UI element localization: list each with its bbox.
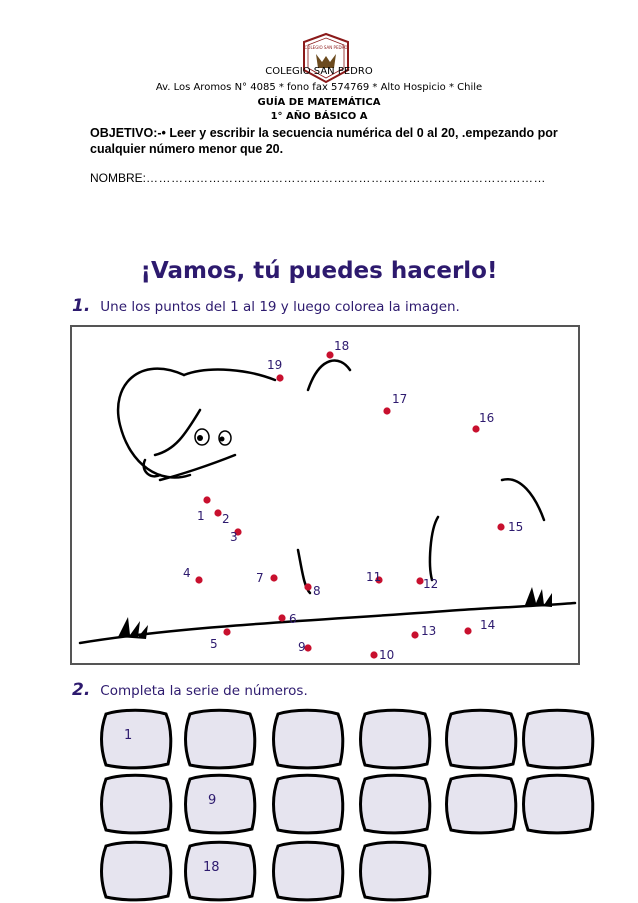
dot-14[interactable] (464, 627, 471, 634)
box-shape (98, 773, 174, 835)
series-box-14[interactable] (182, 840, 258, 902)
guide-title: GUÍA DE MATEMÁTICA (257, 97, 381, 108)
dot-label-16: 16 (479, 411, 495, 425)
school-name: COLEGIO SAN PEDRO (265, 66, 373, 77)
dot-label-11: 11 (366, 570, 382, 584)
dot-label-13: 13 (421, 624, 437, 638)
dot-label-14: 14 (480, 618, 496, 632)
series-box-3[interactable] (270, 708, 346, 770)
dot-10[interactable] (370, 651, 377, 658)
name-field[interactable] (90, 171, 546, 185)
dot-label-6: 6 (289, 612, 297, 626)
dot-label-15: 15 (508, 520, 524, 534)
dot-label-19: 19 (267, 358, 283, 372)
series-box-10[interactable] (357, 773, 433, 835)
task-2-text: Completa la serie de números. (100, 683, 308, 699)
box-shape (98, 708, 174, 770)
box-shape (182, 773, 258, 835)
box-shape (357, 773, 433, 835)
box-shape (520, 708, 596, 770)
dot-18[interactable] (326, 351, 333, 358)
dot-4[interactable] (195, 576, 202, 583)
box-shape (443, 773, 519, 835)
dot-17[interactable] (383, 407, 390, 414)
grade-label: 1° AÑO BÁSICO A (270, 111, 368, 122)
box-shape (357, 840, 433, 902)
series-box-13[interactable] (98, 840, 174, 902)
dot-15[interactable] (497, 523, 504, 530)
objective-text: Leer y escribir la secuencia numérica del 0 al 20, .empezando por cualquier número menor que 20. (90, 126, 558, 156)
series-box-8[interactable] (182, 773, 258, 835)
series-box-16[interactable] (357, 840, 433, 902)
series-box-4[interactable] (357, 708, 433, 770)
worksheet-headline: ¡Vamos, tú puedes hacerlo! (140, 258, 498, 284)
box-shape (270, 773, 346, 835)
box-shape (182, 840, 258, 902)
series-box-11[interactable] (443, 773, 519, 835)
box-shape (270, 840, 346, 902)
elephant-dot-to-dot[interactable] (70, 325, 580, 665)
objective-label: OBJETIVO:-• (90, 126, 166, 140)
dot-label-12: 12 (423, 577, 439, 591)
series-box-5[interactable] (443, 708, 519, 770)
objective (90, 125, 570, 157)
task-1-number: 1. (72, 296, 91, 316)
dot-layer (183, 339, 523, 662)
elephant-outline (80, 360, 575, 643)
box-shape (270, 708, 346, 770)
name-line[interactable]: …………………………………………………………………………………… (146, 171, 547, 185)
box-shape (443, 708, 519, 770)
dot-label-1: 1 (197, 509, 205, 523)
series-box-9[interactable] (270, 773, 346, 835)
dot-8[interactable] (304, 583, 311, 590)
dot-label-10: 10 (379, 648, 395, 662)
dot-16[interactable] (472, 425, 479, 432)
series-box-7[interactable] (98, 773, 174, 835)
dot-label-9: 9 (298, 640, 306, 654)
box-shape (182, 708, 258, 770)
school-address: Av. Los Aromos N° 4085 * fono fax 574769 * Alto Hospicio * Chile (155, 82, 483, 93)
task-2-number: 2. (72, 680, 91, 700)
dot-13[interactable] (411, 631, 418, 638)
dot-label-2: 2 (222, 512, 230, 526)
box-shape (357, 708, 433, 770)
dot-7[interactable] (270, 574, 277, 581)
series-box-15[interactable] (270, 840, 346, 902)
dot-2[interactable] (214, 509, 221, 516)
name-label: NOMBRE: (90, 171, 147, 185)
series-box-2[interactable] (182, 708, 258, 770)
task-2-instruction (72, 680, 308, 700)
dot-5[interactable] (223, 628, 230, 635)
dot-6[interactable] (278, 614, 285, 621)
series-box-1[interactable] (98, 708, 174, 770)
dot-label-7: 7 (256, 571, 264, 585)
dot-19[interactable] (276, 374, 283, 381)
dot-1[interactable] (203, 496, 210, 503)
dot-label-4: 4 (183, 566, 191, 580)
dot-label-3: 3 (230, 530, 238, 544)
task-1-instruction (72, 296, 460, 316)
dot-label-18: 18 (334, 339, 350, 353)
series-box-12[interactable] (520, 773, 596, 835)
series-value: 9 (208, 793, 217, 808)
box-shape (98, 840, 174, 902)
series-box-6[interactable] (520, 708, 596, 770)
dot-label-17: 17 (392, 392, 408, 406)
dot-label-5: 5 (210, 637, 218, 651)
series-value: 18 (203, 860, 220, 875)
series-value: 1 (124, 728, 133, 743)
elephant-eyes (195, 429, 231, 445)
logo-text: COLEGIO SAN PEDRO (304, 45, 348, 50)
box-shape (520, 773, 596, 835)
dot-label-8: 8 (313, 584, 321, 598)
task-1-text: Une los puntos del 1 al 19 y luego colorea la imagen. (100, 299, 460, 315)
